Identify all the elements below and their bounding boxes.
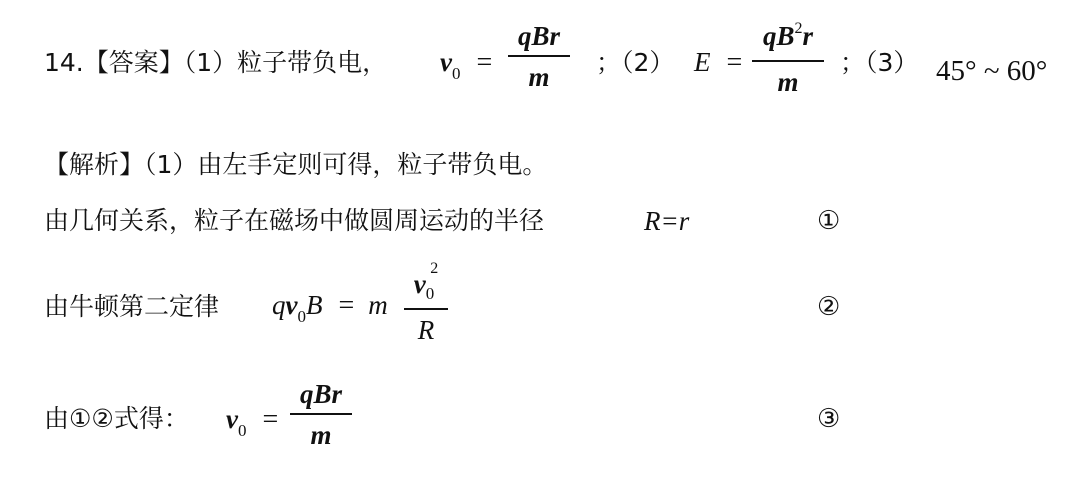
answer-eq2-fraction [752,20,824,98]
line3-equals: = [338,290,355,321]
eq1-fraction-bar [508,55,570,57]
answer-prefix: 14.【答案】（1）粒子带负电， [44,48,388,77]
eq1-equals: = [476,47,493,78]
line3-v-sub: 0 [297,307,306,326]
line4-denominator: m [310,419,332,450]
analysis-line3-text: 由牛顿第二定律 [44,292,220,321]
analysis-heading-text: 【解析】（1）由左手定则可得，粒子带负电。 [44,150,548,179]
line4-equals: = [262,404,279,435]
answer-eq2-lhs [694,47,742,78]
line3-m: m [368,290,388,320]
line3-num-sup: 2 [430,260,439,277]
eq1-lhs-var: v [440,47,452,77]
line3-fraction-bar [404,308,448,310]
answer-eq1-lhs [440,47,492,81]
answer-eq1-fraction [508,20,570,93]
eq2-numerator [752,20,824,57]
eq1-numerator: qBr [517,21,561,51]
line4-fraction-bar [290,413,352,415]
analysis-line3-fraction [404,260,448,346]
equation-marker-1: ① [817,206,841,236]
eq2-num-sup: 2 [794,20,803,37]
line3-num-sub: 0 [425,284,435,303]
line3-num-v: v [413,269,426,299]
analysis-line2-text: 由几何关系，粒子在磁场中做圆周运动的半径 [44,206,545,235]
eq1-lhs-sub: 0 [451,64,461,83]
answer-range: 45° ~ 60° [936,55,1048,87]
eq2-num-a: qB [762,21,795,51]
analysis-line4-lhs [226,404,278,438]
line3-numerator [404,260,448,305]
eq2-denominator: m [777,66,799,97]
line4-numerator: qBr [299,379,343,409]
line3-denominator: R [417,314,435,345]
line3-v: v [285,290,298,320]
eq2-equals: = [726,47,743,78]
answer-sep2: ；（2） [596,48,675,77]
eq2-fraction-bar [752,60,824,62]
eq1-denominator: m [528,61,550,92]
line3-B: B [305,290,323,320]
eq2-num-b: r [802,21,814,51]
equation-marker-3: ③ [817,404,841,434]
eq2-lhs-var: E [694,47,711,77]
analysis-line2-formula: R=r [644,206,690,236]
analysis-line4-fraction [290,378,352,451]
equation-marker-2: ② [817,292,841,322]
line3-q: q [272,290,286,320]
line4-lhs-var: v [226,404,238,434]
analysis-line4-text: 由①②式得： [44,404,189,433]
line4-lhs-sub: 0 [237,421,247,440]
answer-sep3: ；（3） [840,48,919,77]
analysis-line3-lhs [272,290,388,324]
